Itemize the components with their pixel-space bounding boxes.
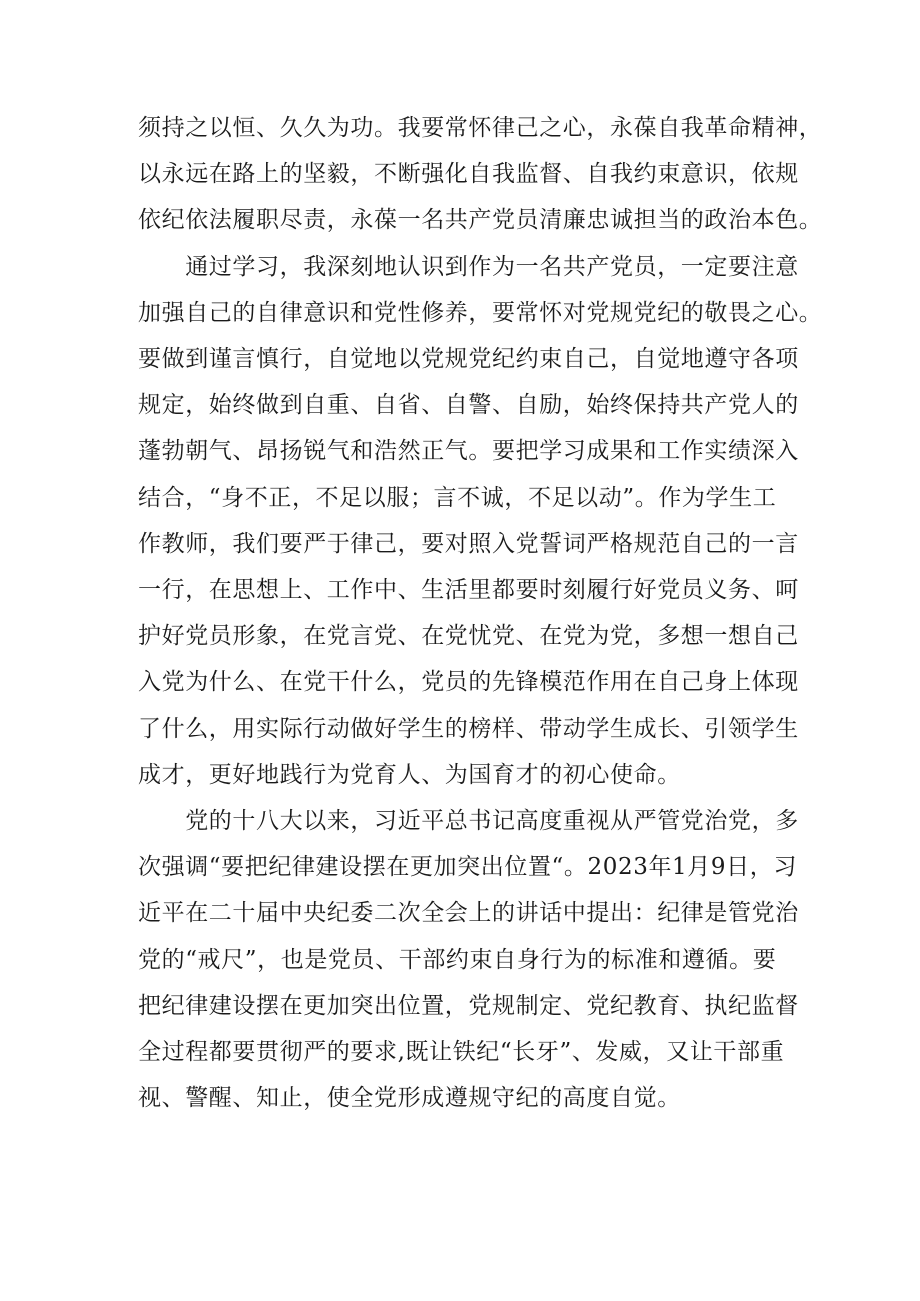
text-line: 要做到谨言慎行，自觉地以党规党纪约束自己，自觉地遵守各项 xyxy=(138,346,799,373)
text-line: 近平在二十届中央纪委二次全会上的讲话中提出：纪律是管党治 xyxy=(138,900,799,927)
text-line: 党的“戒尺”，也是党员、干部约束自身行为的标准和遵循。要 xyxy=(138,946,777,973)
text-line: 全过程都要贯彻严的要求,既让铁纪“长牙”、发威，又让干部重 xyxy=(138,1039,785,1066)
text-line: 规定，始终做到自重、自省、自警、自励，始终保持共产党人的 xyxy=(138,392,799,419)
text-line: 次强调“要把纪律建设摆在更加突出位置“。2023年1月9日，习 xyxy=(138,854,797,881)
text-line: 护好党员形象，在党言党、在党忧党、在党为党，多想一想自己 xyxy=(138,623,799,650)
paragraph-3 xyxy=(138,798,799,1121)
body-text xyxy=(138,105,823,1121)
text-line: 党的十八大以来，习近平总书记高度重视从严管党治党，多 xyxy=(138,808,799,835)
text-line: 须持之以恒、久久为功。我要常怀律己之心，永葆自我革命精神， xyxy=(138,115,823,141)
text-line: 以永远在路上的坚毅，不断强化自我监督、自我约束意识，依规 xyxy=(138,161,799,188)
text-line: 结合，“身不正，不足以服；言不诚，不足以动”。作为学生工 xyxy=(138,484,777,511)
text-line: 入党为什么、在党干什么，党员的先锋模范作用在自己身上体现 xyxy=(138,669,799,696)
text-line: 加强自己的自律意识和党性修养，要常怀对党规党纪的敬畏之心。 xyxy=(138,299,823,326)
paragraph-1 xyxy=(138,105,823,244)
text-line: 成才，更好地践行为党育人、为国育才的初心使命。 xyxy=(138,761,681,788)
text-line: 把纪律建设摆在更加突出位置，党规制定、党纪教育、执纪监督 xyxy=(138,992,799,1019)
text-line: 了什么，用实际行动做好学生的榜样、带动学生成长、引领学生 xyxy=(138,715,799,742)
text-line: 依纪依法履职尽责，永葆一名共产党员清廉忠诚担当的政治本色。 xyxy=(138,207,823,234)
text-line: 通过学习，我深刻地认识到作为一名共产党员，一定要注意 xyxy=(138,253,799,280)
text-line: 一行，在思想上、工作中、生活里都要时刻履行好党员义务、呵 xyxy=(138,577,799,604)
text-line: 作教师，我们要严于律己，要对照入党誓词严格规范自己的一言 xyxy=(138,530,799,557)
text-line: 蓬勃朝气、昂扬锐气和浩然正气。要把学习成果和工作实绩深入 xyxy=(138,438,799,465)
paragraph-2 xyxy=(138,244,823,798)
text-line: 视、警醒、知止，使全党形成遵规守纪的高度自觉。 xyxy=(138,1085,681,1112)
